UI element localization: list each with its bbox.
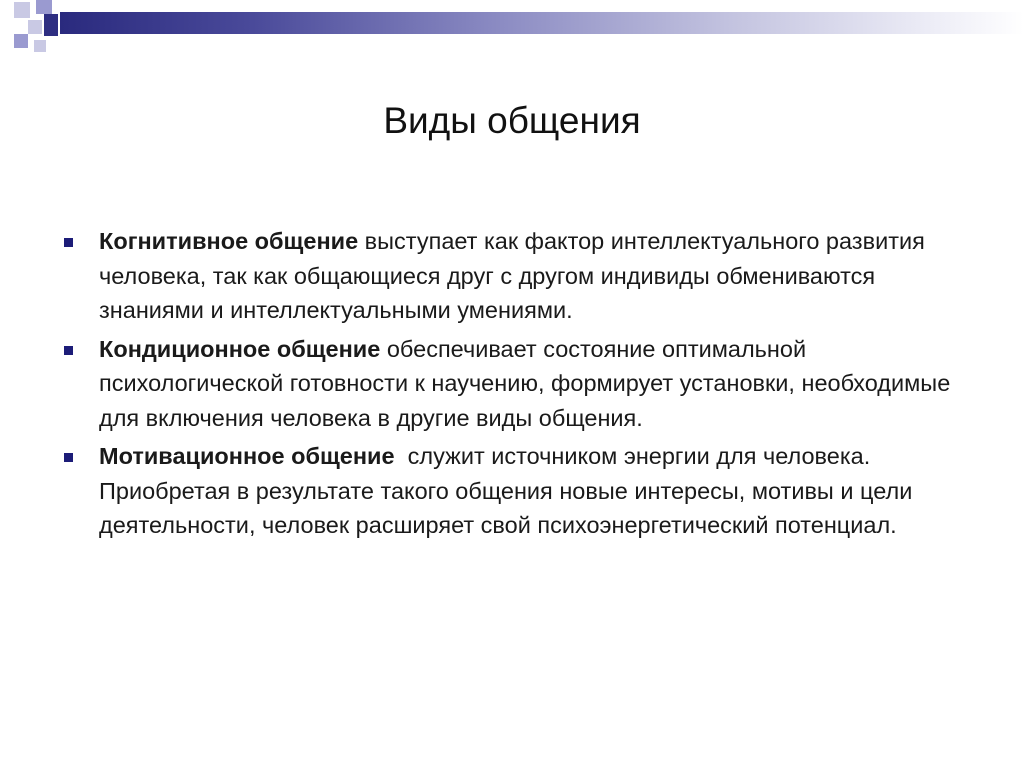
bullet-text: выступает как фактор интеллектуального развития человека, так как общающиеся друг с другом индивиды обмениваются знаниями и интеллектуальными умениями. xyxy=(99,228,925,323)
bullet-term: Кондиционное общение xyxy=(99,335,381,362)
bullet-term: Когнитивное общение xyxy=(99,228,359,254)
header-gradient-bar xyxy=(60,12,1024,34)
decorative-square xyxy=(36,0,52,14)
list-item xyxy=(62,224,972,328)
decorative-square xyxy=(14,34,28,48)
decorative-square xyxy=(44,14,58,36)
decorative-square xyxy=(14,2,30,18)
decorative-square xyxy=(28,20,42,34)
list-item xyxy=(62,332,972,436)
square-bullet-icon xyxy=(64,346,73,355)
bullet-term: Мотивационное общение xyxy=(99,443,395,469)
decorative-square xyxy=(34,40,46,52)
slide-title: Виды общения xyxy=(383,100,641,141)
bullet-list xyxy=(62,224,972,547)
list-item xyxy=(62,439,972,543)
bullet-text: обеспечивает состояние оптимальной психологической готовности к научению, формирует установки, необходимые для включения человека в другие виды общения. xyxy=(99,335,951,431)
square-bullet-icon xyxy=(64,238,73,247)
bullet-text: служит источником энергии для человека. Приобретая в результате такого общения новые интересы, мотивы и цели деятельности, человек расширяет свой психоэнергетический потенциал. xyxy=(99,443,919,538)
square-bullet-icon xyxy=(64,453,73,462)
